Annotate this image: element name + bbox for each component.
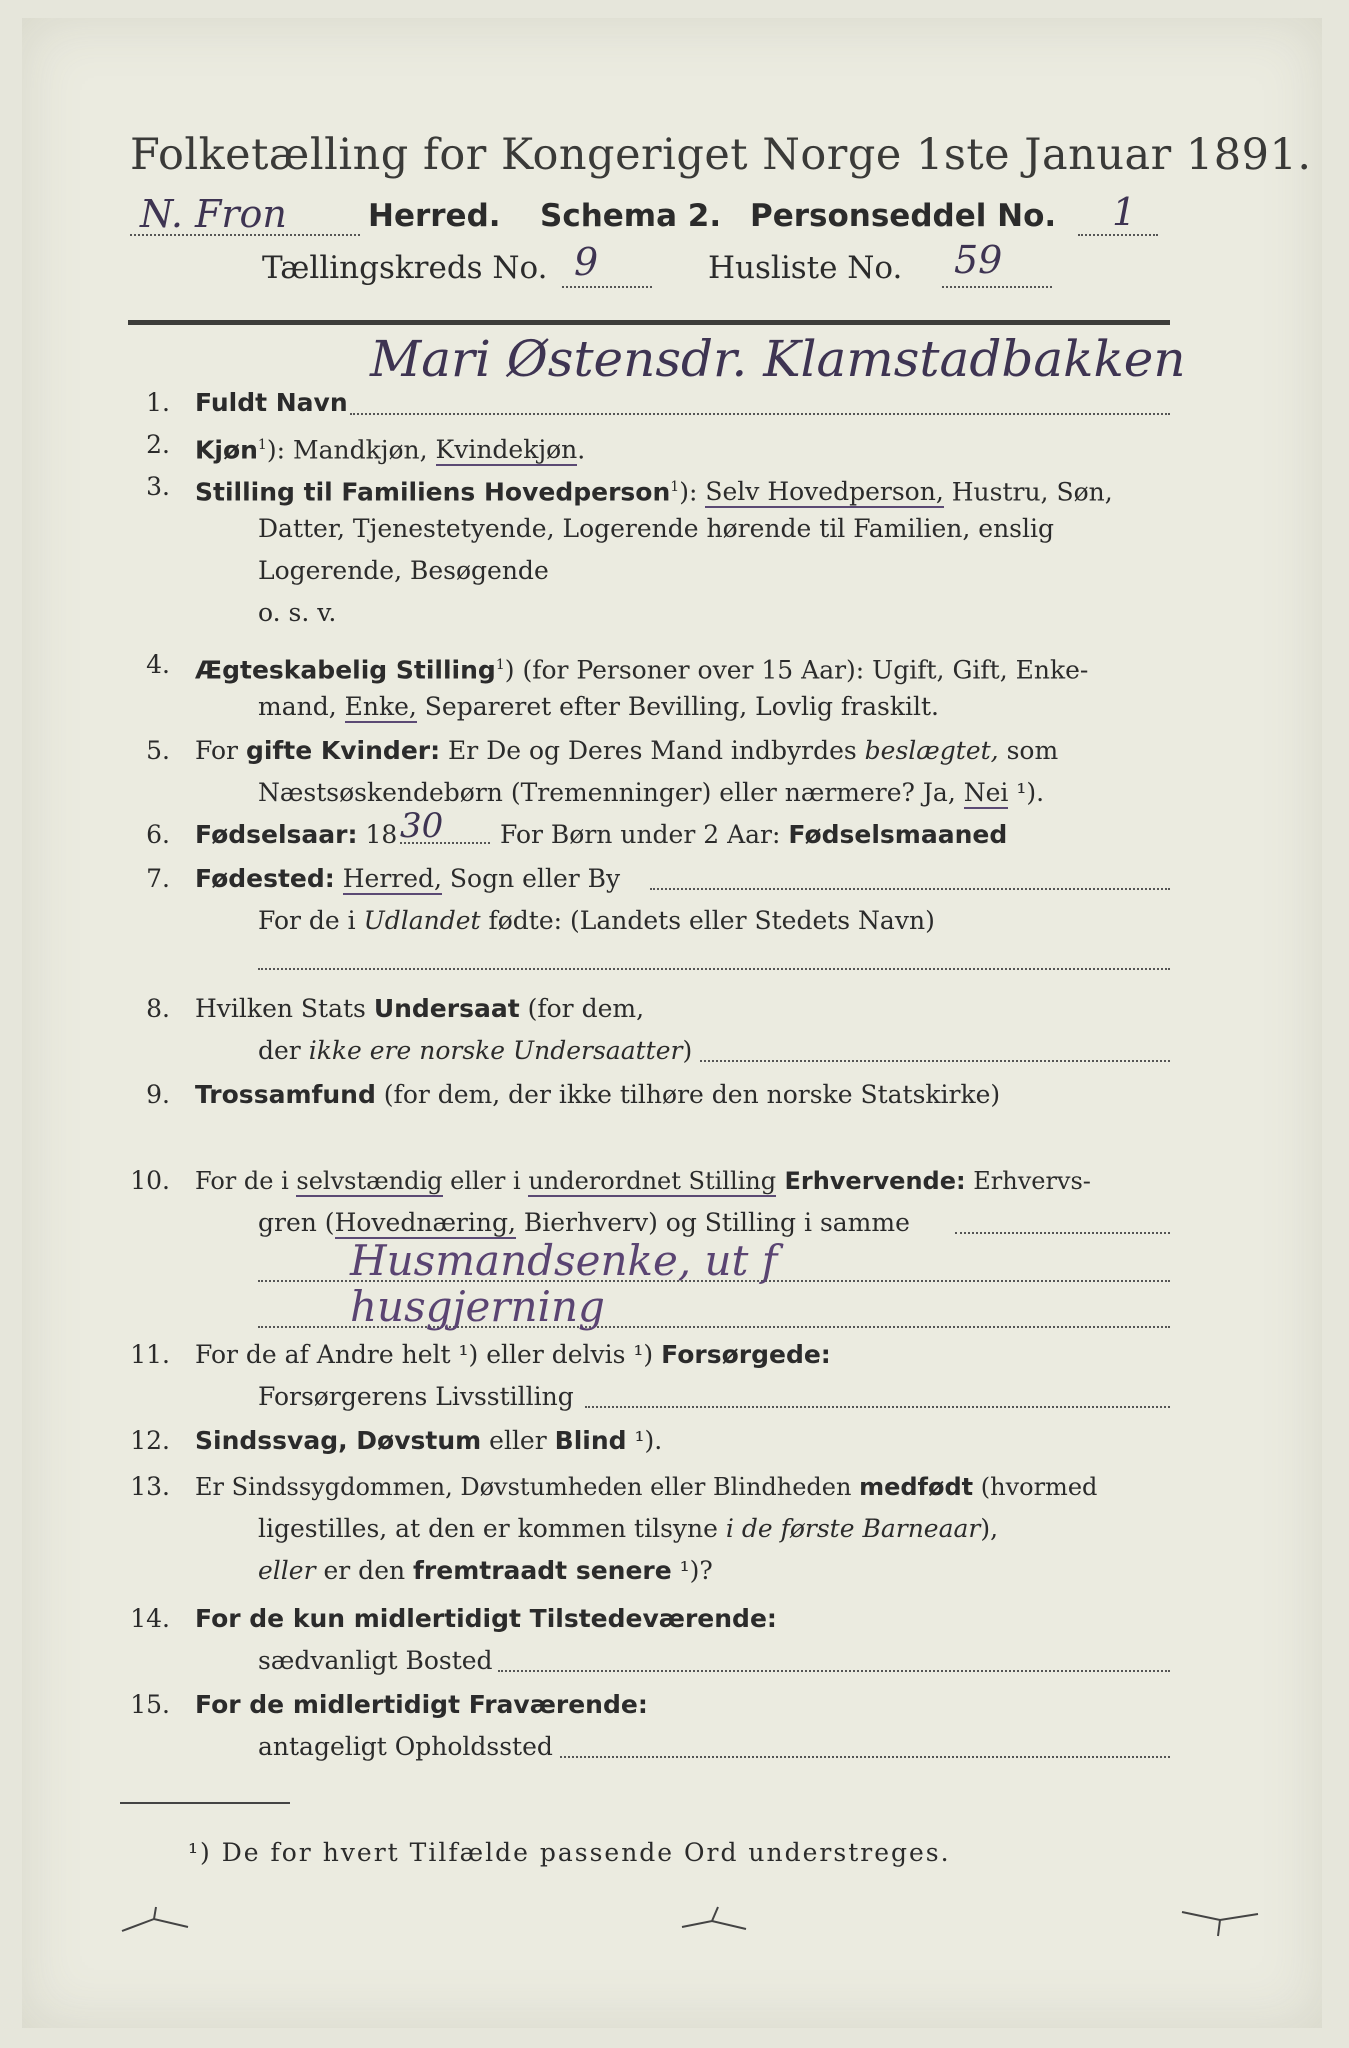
field-10-underlined-1: selvstændig — [296, 1167, 443, 1195]
taellingskreds-handwritten: 9 — [574, 240, 599, 284]
field-7-cont-post: fødte: (Landets eller Stedets Navn) — [480, 906, 935, 935]
form-title: Folketælling for Kongeriget Norge 1ste Januar 1891. — [130, 130, 1312, 180]
field-5-rest: Er De og Deres Mand indbyrdes — [440, 736, 865, 765]
field-6-rest: 18 — [357, 820, 398, 849]
field-8-rest: (for dem, — [519, 994, 645, 1023]
field-4-rest: ) (for Personer over 15 Aar): Ugift, Gift, Enke- — [504, 655, 1089, 685]
field-13-cont2-italic: eller — [258, 1556, 316, 1585]
field-10-pre: For de i — [195, 1167, 297, 1195]
field-15-dotted-line — [560, 1756, 1170, 1758]
field-13-cont2 — [258, 1556, 713, 1586]
field-8-cont-pre: der — [258, 1036, 309, 1065]
header-row-kreds — [262, 238, 1082, 294]
field-8-number: 8. — [146, 994, 170, 1023]
field-12-label2: Blind — [554, 1426, 627, 1455]
field-8-italic: ikke ere norske Undersaatter — [308, 1036, 683, 1065]
field-10-handwritten-1: Husmandsenke, ut f — [350, 1236, 778, 1285]
field-7-dotted-line — [650, 888, 1170, 890]
field-9-label: Trossamfund — [195, 1080, 376, 1109]
field-10-rest: Erhvervs- — [965, 1167, 1091, 1195]
field-10-number: 10. — [130, 1166, 170, 1195]
field-11-label: Forsørgede: — [661, 1340, 831, 1369]
field-8-label: Undersaat — [373, 994, 520, 1023]
field-13-cont2-post: ¹)? — [671, 1556, 713, 1585]
personseddel-label: Personseddel No. — [750, 198, 1057, 234]
field-13-number: 13. — [130, 1472, 170, 1501]
field-10-underlined-3: Hovednæring, — [334, 1208, 516, 1237]
field-10-dotted-line-1 — [955, 1232, 1170, 1234]
corner-mark-left — [120, 1905, 190, 1935]
field-8-pre: Hvilken Stats — [195, 994, 374, 1023]
field-13-cont2-bold: fremtraadt senere — [413, 1556, 672, 1585]
field-6-cont — [500, 820, 1007, 850]
field-2-label: Kjøn — [195, 435, 258, 465]
field-6-label: Fødselsaar: — [195, 820, 358, 849]
field-5-label: gifte Kvinder: — [245, 736, 441, 765]
field-10-cont — [258, 1208, 910, 1238]
field-10-label: Erhvervende: — [776, 1167, 966, 1195]
field-6-label2: Fødselsmaaned — [788, 820, 1008, 849]
field-5-cont-pre: Næstsøskendebørn (Tremenninger) eller nærmere? Ja, — [258, 778, 964, 807]
field-3-cont2: Logerende, Besøgende — [258, 556, 549, 585]
field-7-cont — [258, 906, 935, 936]
field-3-cont3: o. s. v. — [258, 598, 337, 627]
field-5-italic: beslægtet, — [864, 736, 999, 765]
taellingskreds-label: Tællingskreds No. — [262, 250, 548, 286]
field-14-dotted-line — [498, 1670, 1170, 1672]
field-11-dotted-line — [585, 1406, 1170, 1408]
field-2-row — [195, 430, 585, 465]
field-15-cont: antageligt Opholdssted — [258, 1732, 553, 1761]
field-10-underlined-2: underordnet Stilling — [528, 1167, 777, 1195]
personseddel-handwritten: 1 — [1112, 190, 1137, 234]
field-13-cont1-pre: ligestilles, at den er kommen tilsyne — [258, 1514, 726, 1543]
field-3-rest: ): — [679, 477, 706, 507]
field-13-cont1-post: ), — [980, 1514, 999, 1543]
field-12-number: 12. — [130, 1426, 170, 1455]
field-1-number: 1. — [146, 388, 170, 417]
personseddel-dotted-line — [1078, 234, 1158, 236]
field-13-rest: (hvormed — [973, 1473, 1098, 1501]
field-15-row — [195, 1690, 648, 1720]
field-7-cont-pre: For de i — [258, 906, 364, 935]
field-9-number: 9. — [146, 1080, 170, 1109]
field-4-row — [195, 650, 1088, 685]
field-1-handwritten-name: Mari Østensdr. Klamstadbakken — [370, 330, 1186, 388]
field-6-mid: For Børn under 2 Aar: — [500, 820, 789, 849]
field-1-label: Fuldt Navn — [195, 388, 348, 417]
field-3-label: Stilling til Familiens Hovedperson — [195, 477, 671, 507]
field-14-row — [195, 1604, 777, 1634]
field-5-underlined: Nei — [963, 778, 1009, 807]
field-2-sup: 1 — [257, 437, 267, 453]
field-2-tail: . — [577, 435, 586, 465]
corner-mark-right — [1180, 1908, 1260, 1938]
field-5-tail: som — [998, 736, 1059, 765]
field-7-row — [195, 864, 620, 894]
field-10-mid: eller i — [442, 1167, 529, 1195]
footnote: ¹) De for hvert Tilfælde passende Ord understreges. — [188, 1838, 951, 1867]
field-10-cont-pre: gren ( — [258, 1208, 335, 1237]
field-12-row — [195, 1426, 662, 1456]
herred-label: Herred. — [368, 198, 501, 234]
field-13-cont1-italic: i de første Barneaar — [725, 1514, 981, 1543]
field-13-cont2-mid: er den — [315, 1556, 414, 1585]
footnote-rule — [120, 1802, 290, 1804]
field-4-underlined: Enke, — [344, 692, 417, 721]
field-5-row — [195, 736, 1058, 766]
field-2-underlined: Kvindekjøn — [435, 435, 578, 465]
field-5-pre: For — [195, 736, 246, 765]
field-8-cont-post: ) — [682, 1036, 693, 1065]
field-6-handwritten-year: 30 — [400, 806, 444, 846]
field-7-number: 7. — [146, 864, 170, 893]
field-10-row — [195, 1166, 1091, 1196]
field-11-pre: For de af Andre helt ¹) eller delvis ¹) — [195, 1340, 662, 1369]
field-7-italic: Udlandet — [363, 906, 481, 935]
header-row-herred — [130, 190, 1170, 242]
field-14-label: For de kun midlertidigt Tilstedeværende: — [195, 1604, 777, 1633]
field-11-number: 11. — [130, 1340, 170, 1369]
field-3-underlined: Selv Hovedperson, — [705, 477, 944, 507]
field-12-mid: eller — [481, 1426, 555, 1455]
field-4-label: Ægteskabelig Stilling — [195, 655, 496, 685]
field-14-cont: sædvanligt Bosted — [258, 1646, 493, 1675]
field-9-row — [195, 1080, 1000, 1110]
schema-label: Schema 2. — [540, 198, 722, 234]
field-13-pre: Er Sindssygdommen, Døvstumheden eller Blindheden — [195, 1473, 860, 1501]
field-15-label: For de midlertidigt Fraværende: — [195, 1690, 648, 1719]
field-10-cont-post: Bierhverv) og Stilling i samme — [515, 1208, 910, 1237]
field-2-rest: ): Mandkjøn, — [266, 435, 436, 465]
field-4-number: 4. — [146, 650, 170, 679]
field-9-rest: (for dem, der ikke tilhøre den norske Statskirke) — [375, 1080, 1001, 1109]
field-6-dotted-line — [400, 842, 490, 844]
field-4-cont-post: Separeret efter Bevilling, Lovlig fraskilt. — [416, 692, 939, 721]
field-3-number: 3. — [146, 472, 170, 501]
corner-mark-center — [680, 1905, 750, 1935]
herred-handwritten: N. Fron — [140, 192, 287, 236]
field-5-cont-post: ¹). — [1008, 778, 1045, 807]
husliste-dotted-line — [942, 286, 1052, 288]
field-2-number: 2. — [146, 430, 170, 459]
field-15-number: 15. — [130, 1690, 170, 1719]
field-4-cont-pre: mand, — [258, 692, 345, 721]
field-3-tail: Hustru, Søn, — [943, 477, 1113, 507]
field-6-row — [195, 820, 397, 850]
field-4-sup: 1 — [495, 657, 505, 673]
field-5-cont — [258, 778, 1044, 808]
field-11-row — [195, 1340, 831, 1370]
field-3-sup: 1 — [670, 479, 680, 495]
field-3-cont1: Datter, Tjenestetyende, Logerende hørende til Familien, enslig — [258, 514, 1055, 543]
field-8-cont — [258, 1036, 692, 1066]
field-13-cont1 — [258, 1514, 998, 1544]
field-7-label: Fødested: — [195, 864, 335, 893]
husliste-handwritten: 59 — [954, 238, 1003, 282]
field-7-underlined: Herred, — [342, 864, 442, 893]
field-4-cont — [258, 692, 939, 722]
header-rule — [128, 320, 1170, 325]
field-7-dotted-line-2 — [258, 968, 1170, 970]
field-6-number: 6. — [146, 820, 170, 849]
taellingskreds-dotted-line — [562, 286, 652, 288]
field-14-number: 14. — [130, 1604, 170, 1633]
husliste-label: Husliste No. — [708, 250, 903, 286]
field-11-cont: Forsørgerens Livsstilling — [258, 1382, 574, 1411]
field-12-rest: ¹). — [626, 1426, 663, 1455]
field-12-label: Sindssvag, Døvstum — [195, 1426, 482, 1455]
field-8-row — [195, 994, 644, 1024]
field-7-rest: Sogn eller By — [441, 864, 621, 893]
field-13-label: medfødt — [859, 1473, 974, 1501]
field-3-row — [195, 472, 1113, 507]
field-10-handwritten-2: husgjerning — [350, 1282, 605, 1331]
field-1-dotted-line — [350, 413, 1170, 415]
field-5-number: 5. — [146, 736, 170, 765]
field-13-row — [195, 1472, 1097, 1502]
field-8-dotted-line — [700, 1060, 1170, 1062]
